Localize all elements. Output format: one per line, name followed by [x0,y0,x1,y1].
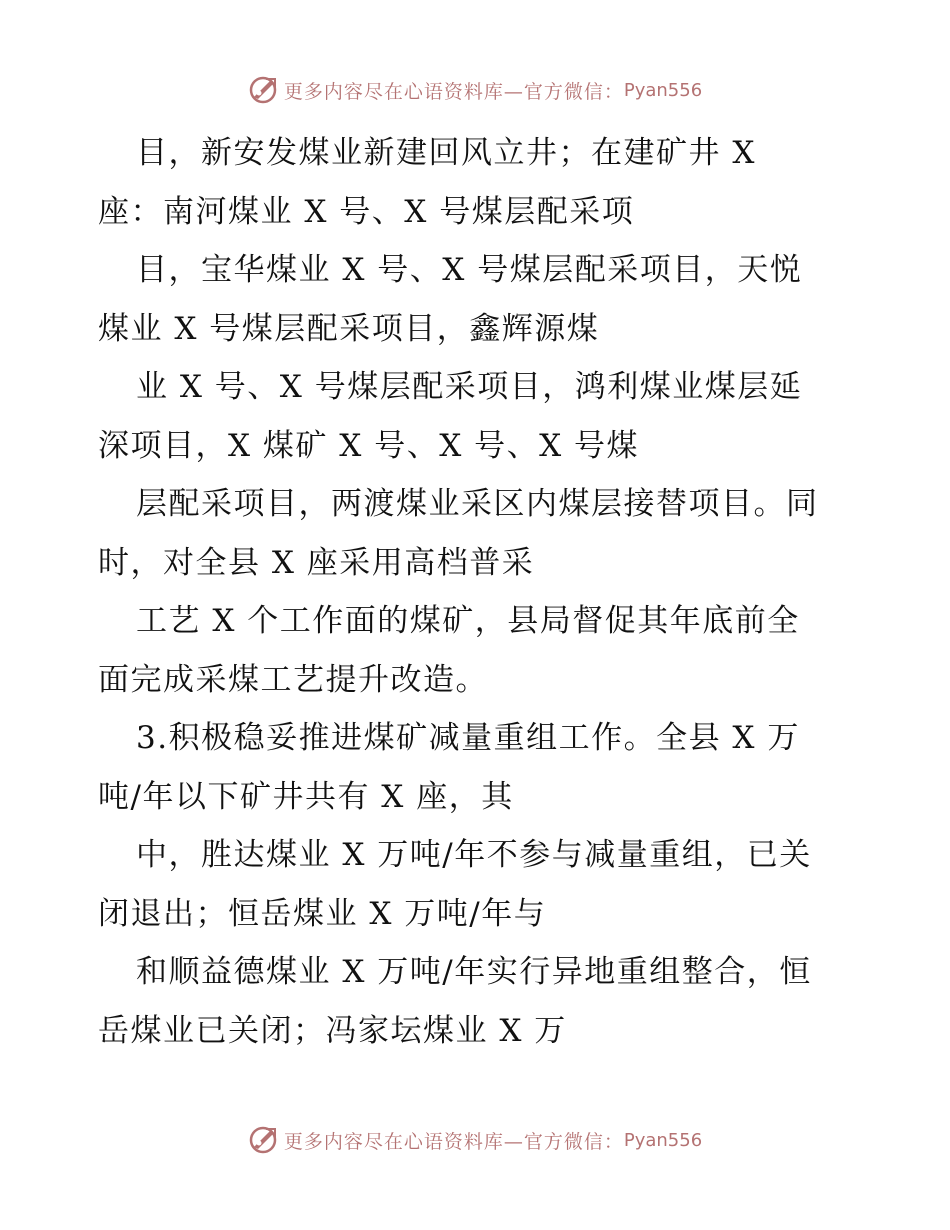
quill-seal-icon [248,1125,278,1155]
watermark-text: 更多内容尽在心语资料库—官方微信： [283,80,624,103]
wechat-id: Pyan556 [623,1129,703,1151]
footer-watermark [0,1122,950,1158]
text-line: 和顺益德煤业 X 万吨/年实行异地重组整合，恒 [136,954,812,990]
text-line: 座：南河煤业 X 号、X 号煤层配采项 [98,193,635,230]
text-line: 吨/年以下矿井共有 X 座，其 [98,778,514,815]
text-line: 层配采项目，两渡煤业采区内煤层接替项目。同 [136,486,819,522]
wechat-id: Pyan556 [623,79,703,101]
quill-seal-icon [248,75,278,105]
text-line: 闭退出；恒岳煤业 X 万吨/年与 [98,895,547,932]
text-line: 业 X 号、X 号煤层配采项目，鸿利煤业煤层延 [136,369,803,405]
text-line: 目，宝华煤业 X 号、X 号煤层配采项目，天悦 [136,252,803,288]
document-body [98,124,878,1060]
text-line: 深项目，X 煤矿 X 号、X 号、X 号煤 [98,427,640,464]
text-line: 3.积极稳妥推进煤矿减量重组工作。全县 X 万 [136,720,800,756]
watermark-text: 更多内容尽在心语资料库—官方微信： [283,1130,624,1153]
text-line: 煤业 X 号煤层配采项目，鑫辉源煤 [98,310,600,347]
text-line: 时，对全县 X 座采用高档普采 [98,544,535,581]
text-line: 面完成采煤工艺提升改造。 [98,661,488,698]
text-line: 岳煤业已关闭；冯家坛煤业 X 万 [98,1012,567,1049]
header-watermark [0,72,950,108]
text-line: 工艺 X 个工作面的煤矿，县局督促其年底前全 [136,603,800,639]
text-line: 目，新安发煤业新建回风立井；在建矿井 X [136,135,756,171]
text-line: 中，胜达煤业 X 万吨/年不参与减量重组，已关 [136,837,812,873]
